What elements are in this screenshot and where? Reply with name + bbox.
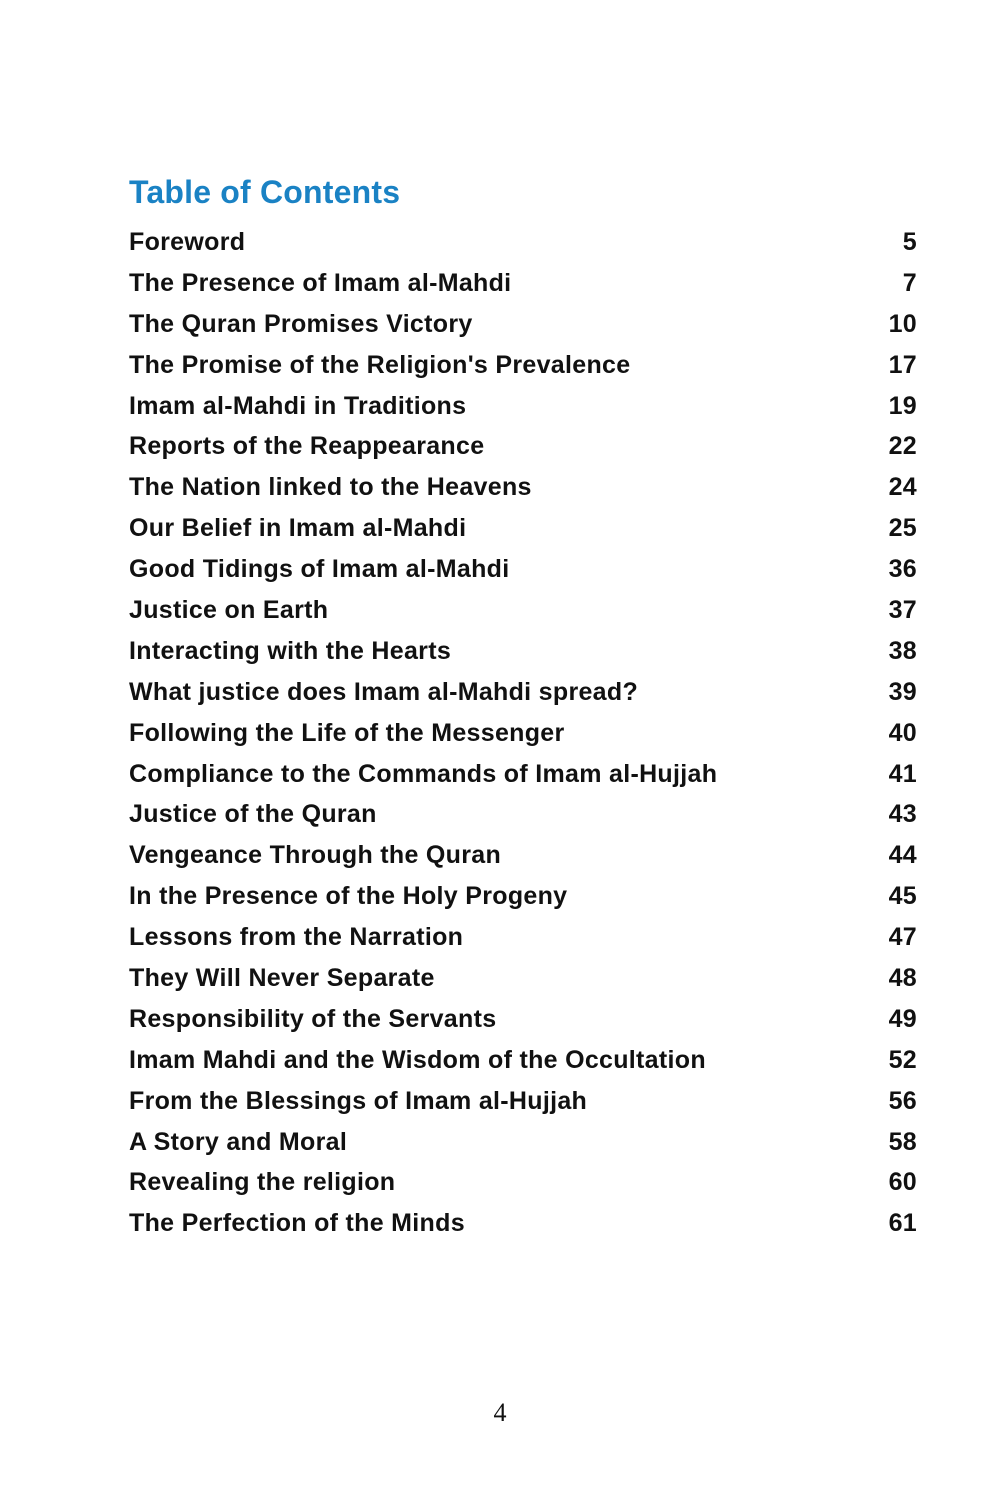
toc-entry-page-number: 44 (888, 841, 917, 870)
toc-entry-page-number: 49 (888, 1004, 917, 1033)
toc-entry-page-number: 22 (888, 432, 917, 461)
toc-entry-title: Imam al-Mahdi in Traditions (129, 391, 467, 420)
toc-entry-title: Justice on Earth (129, 595, 329, 624)
toc-entry-page-number: 48 (888, 963, 917, 992)
toc-entry-page-number: 24 (888, 473, 917, 502)
toc-entry[interactable] (129, 590, 917, 631)
toc-entry-page-number: 10 (888, 309, 917, 338)
toc-entry-page-number: 56 (888, 1086, 917, 1115)
toc-entry[interactable] (129, 1040, 917, 1081)
toc-entry-title: Imam Mahdi and the Wisdom of the Occultation (129, 1045, 706, 1074)
toc-entry-page-number: 5 (902, 227, 917, 256)
toc-entry-title: Good Tidings of Imam al-Mahdi (129, 555, 510, 584)
toc-entry-page-number: 19 (888, 391, 917, 420)
toc-entry-title: Reports of the Reappearance (129, 432, 485, 461)
toc-entry[interactable] (129, 467, 917, 508)
toc-entry-title: Vengeance Through the Quran (129, 841, 502, 870)
toc-entry[interactable] (129, 672, 917, 713)
toc-entry[interactable] (129, 1162, 917, 1203)
toc-entry-title: Revealing the religion (129, 1168, 396, 1197)
toc-entry-title: In the Presence of the Holy Progeny (129, 882, 568, 911)
toc-entry[interactable] (129, 1081, 917, 1122)
toc-entry[interactable] (129, 631, 917, 672)
toc-entry-title: The Presence of Imam al-Mahdi (129, 268, 512, 297)
toc-heading: Table of Contents (129, 174, 401, 210)
toc-entry[interactable] (129, 999, 917, 1040)
toc-entry-page-number: 43 (888, 800, 917, 829)
toc-entry-page-number: 36 (888, 555, 917, 584)
toc-entry-page-number: 25 (888, 514, 917, 543)
toc-entry[interactable] (129, 304, 917, 345)
toc-entry-page-number: 58 (888, 1127, 917, 1156)
toc-entry-title: The Perfection of the Minds (129, 1209, 465, 1238)
page-number: 4 (493, 1398, 507, 1427)
toc-entry-page-number: 37 (888, 595, 917, 624)
toc-entry-page-number: 47 (888, 923, 917, 952)
toc-entry-page-number: 41 (888, 759, 917, 788)
toc-entry-page-number: 38 (888, 636, 917, 665)
toc-entry[interactable] (129, 345, 917, 386)
toc-entry-page-number: 7 (902, 268, 917, 297)
toc-entry[interactable] (129, 754, 917, 795)
toc-entry[interactable] (129, 794, 917, 835)
toc-entry-title: Interacting with the Hearts (129, 636, 452, 665)
toc-entry[interactable] (129, 426, 917, 467)
toc-entry-title: Following the Life of the Messenger (129, 718, 565, 747)
toc-entry-page-number: 45 (888, 882, 917, 911)
toc-entry-page-number: 39 (888, 677, 917, 706)
toc-entry-page-number: 61 (888, 1209, 917, 1238)
toc-entry[interactable] (129, 263, 917, 304)
toc-entry-title: The Quran Promises Victory (129, 309, 473, 338)
toc-entry-title: Responsibility of the Servants (129, 1004, 497, 1033)
toc-entry-title: Justice of the Quran (129, 800, 377, 829)
toc-entry-title: Compliance to the Commands of Imam al-Hujjah (129, 759, 718, 788)
toc-entry[interactable] (129, 222, 917, 263)
toc-entry[interactable] (129, 917, 917, 958)
toc-entry-title: The Promise of the Religion's Prevalence (129, 350, 631, 379)
toc-entry-page-number: 17 (888, 350, 917, 379)
toc-entry-title: A Story and Moral (129, 1127, 348, 1156)
toc-entry-title: Lessons from the Narration (129, 923, 464, 952)
toc-entry[interactable] (129, 713, 917, 754)
toc-entry-title: They Will Never Separate (129, 963, 435, 992)
toc-entry-title: What justice does Imam al-Mahdi spread? (129, 677, 639, 706)
toc-entry[interactable] (129, 508, 917, 549)
toc-list (129, 222, 917, 1244)
toc-entry[interactable] (129, 549, 917, 590)
toc-entry[interactable] (129, 386, 917, 427)
toc-entry-title: Foreword (129, 227, 246, 256)
toc-entry-page-number: 40 (888, 718, 917, 747)
toc-entry[interactable] (129, 835, 917, 876)
toc-entry-title: The Nation linked to the Heavens (129, 473, 532, 502)
toc-entry[interactable] (129, 1203, 917, 1244)
toc-entry-title: Our Belief in Imam al-Mahdi (129, 514, 467, 543)
toc-entry[interactable] (129, 876, 917, 917)
toc-entry[interactable] (129, 1122, 917, 1163)
toc-entry-page-number: 60 (888, 1168, 917, 1197)
toc-entry-page-number: 52 (888, 1045, 917, 1074)
toc-entry-title: From the Blessings of Imam al-Hujjah (129, 1086, 588, 1115)
toc-entry[interactable] (129, 958, 917, 999)
